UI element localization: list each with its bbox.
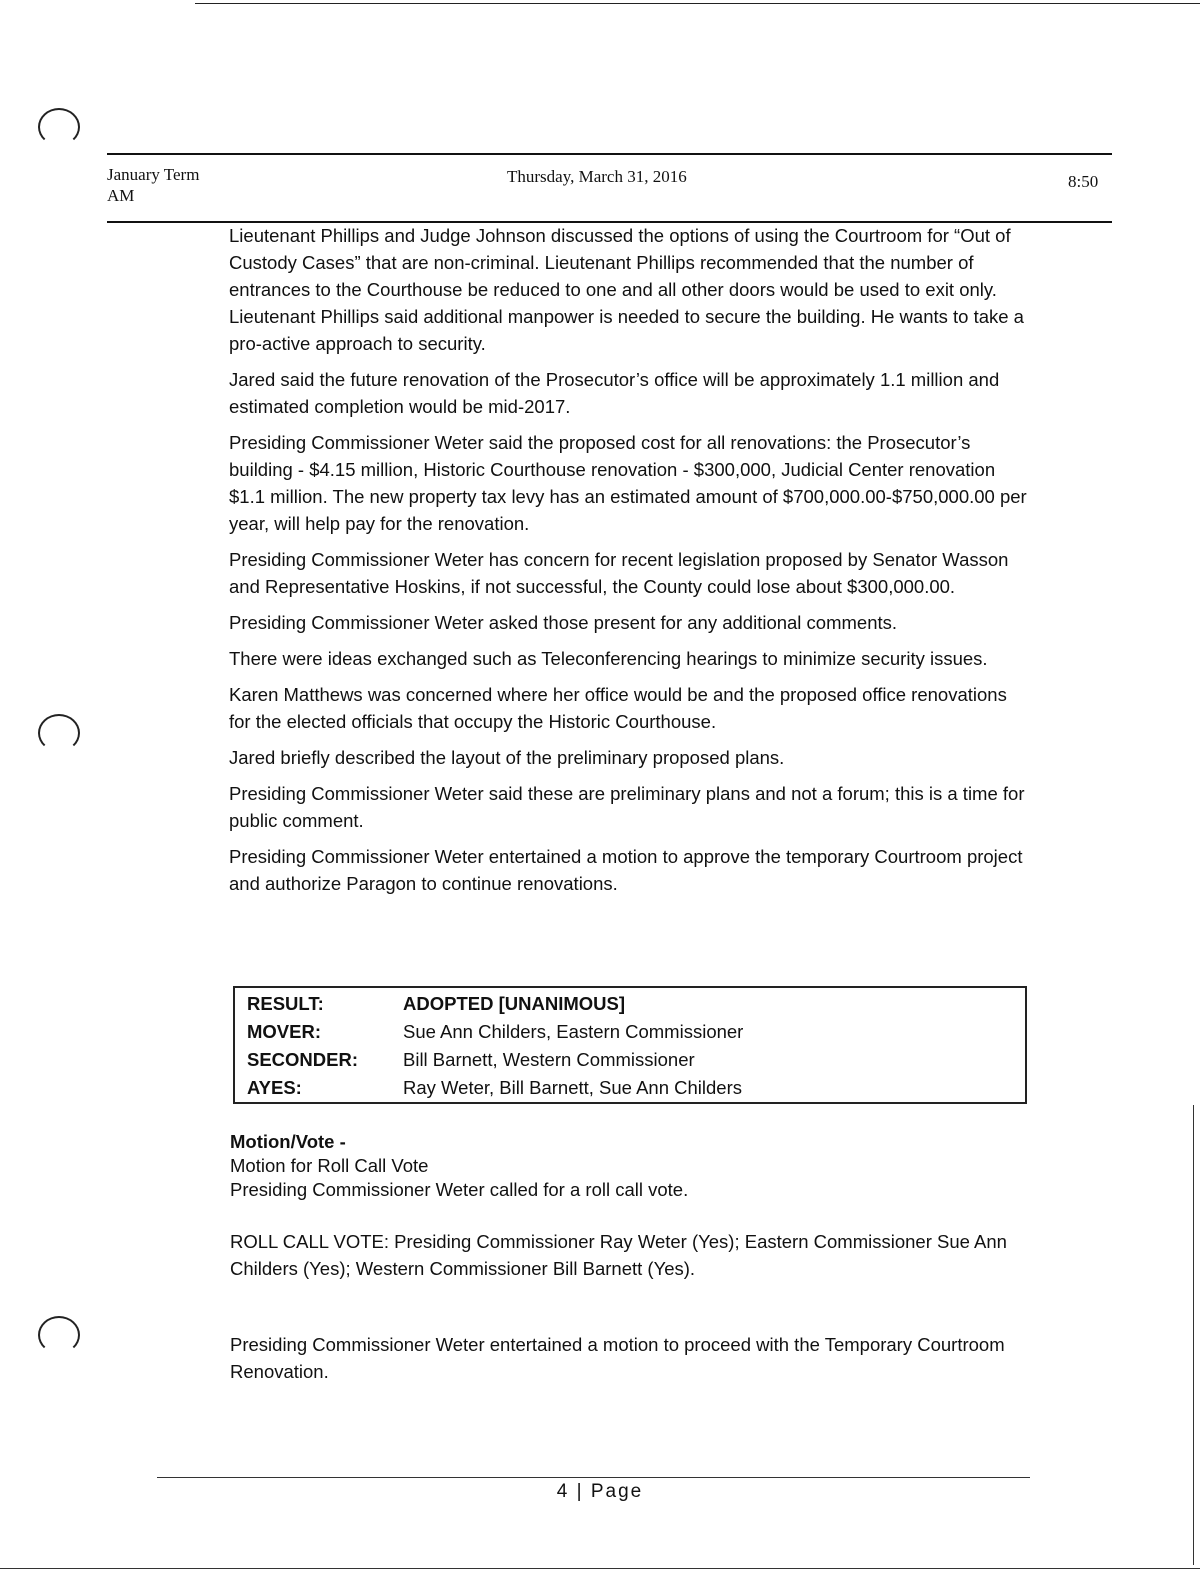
- vote-label: MOVER:: [247, 1021, 321, 1042]
- vote-result-table: [233, 986, 1027, 1104]
- paragraph-legislation-concern: Presiding Commissioner Weter has concern for recent legislation proposed by Senator Wasson and Representative Hoskins, if not successful, the County could lose about $300,000.00.: [229, 549, 1009, 597]
- final-motion-paragraph: Presiding Commissioner Weter entertained a motion to proceed with the Temporary Courtroom Renovation.: [230, 1334, 1005, 1382]
- punch-hole-bottom: [38, 1316, 80, 1354]
- motion-vote-line: Motion for Roll Call Vote: [230, 1155, 429, 1176]
- page-bottom-edge: [0, 1568, 1200, 1569]
- page-top-edge-line: [195, 3, 1200, 4]
- header-term: January Term: [107, 165, 200, 184]
- header-time: 8:50: [1068, 172, 1099, 191]
- motion-vote-section: [230, 1130, 1030, 1202]
- header-date: Thursday, March 31, 2016: [507, 167, 687, 186]
- paragraph-renovation-costs: Presiding Commissioner Weter said the proposed cost for all renovations: the Prosecutor’s building - $4.15 million, Historic Courthouse renovation - $300,000, Judicial Center renovation $1.1 million. The new property tax levy has an estimated amount of $700,000.00-$750,000.00 per year, will help pay for the renovation.: [229, 432, 1027, 534]
- paragraph-additional-comments: Presiding Commissioner Weter asked those present for any additional comments.: [229, 612, 898, 633]
- header-session: AM: [107, 186, 135, 205]
- vote-row-mover: [235, 1018, 1025, 1046]
- paragraph-office-concern: Karen Matthews was concerned where her office would be and the proposed office renovations for the elected officials that occupy the Historic Courthouse.: [229, 684, 1007, 732]
- roll-call-vote: ROLL CALL VOTE: Presiding Commissioner Ray Weter (Yes); Eastern Commissioner Sue Ann Childers (Yes); Western Commissioner Bill Barnett (Yes).: [230, 1231, 1007, 1279]
- vote-value: ADOPTED [UNANIMOUS]: [403, 993, 625, 1014]
- footer-rule: [157, 1477, 1030, 1478]
- vote-label: RESULT:: [247, 993, 324, 1014]
- punch-hole-top: [38, 108, 80, 146]
- vote-value: Ray Weter, Bill Barnett, Sue Ann Childers: [403, 1077, 742, 1098]
- paragraph-prosecutor-renovation: Jared said the future renovation of the Prosecutor’s office will be approximately 1.1 million and estimated completion would be mid-2017.: [229, 369, 1000, 417]
- punch-hole-middle: [38, 714, 80, 752]
- header-top-rule: [107, 153, 1112, 155]
- paragraph-public-comment: Presiding Commissioner Weter said these are preliminary plans and not a forum; this is a time for public comment.: [229, 783, 1025, 831]
- vote-value: Sue Ann Childers, Eastern Commissioner: [403, 1021, 744, 1042]
- paragraph-motion-temporary-courtroom: Presiding Commissioner Weter entertained a motion to approve the temporary Courtroom project and authorize Paragon to continue renovations.: [229, 846, 1023, 894]
- motion-vote-title: Motion/Vote -: [230, 1131, 346, 1152]
- paragraph-security-discussion: Lieutenant Phillips and Judge Johnson discussed the options of using the Courtroom for “Out of Custody Cases” that are non-criminal. Lieutenant Phillips recommended that the number of entrances to the Courthouse be reduced to one and all other doors would be used to exit only. Lieutenant Phillips said additional manpower is needed to secure the building. He wants to take a pro-active approach to security.: [229, 225, 1024, 354]
- vote-value: Bill Barnett, Western Commissioner: [403, 1049, 695, 1070]
- vote-row-result: [235, 990, 1025, 1018]
- paragraph-plan-layout: Jared briefly described the layout of the preliminary proposed plans.: [229, 747, 785, 768]
- vote-row-seconder: [235, 1046, 1025, 1074]
- page-edge-mark: [1193, 1105, 1200, 1565]
- vote-label: SECONDER:: [247, 1049, 359, 1070]
- paragraph-teleconferencing: There were ideas exchanged such as Teleconferencing hearings to minimize security issues.: [229, 648, 988, 669]
- vote-row-ayes: [235, 1074, 1025, 1102]
- page-number: 4 | Page: [556, 1481, 644, 1502]
- minutes-body: [229, 222, 1029, 906]
- vote-label: AYES:: [247, 1077, 302, 1098]
- motion-vote-line: Presiding Commissioner Weter called for a roll call vote.: [230, 1179, 689, 1200]
